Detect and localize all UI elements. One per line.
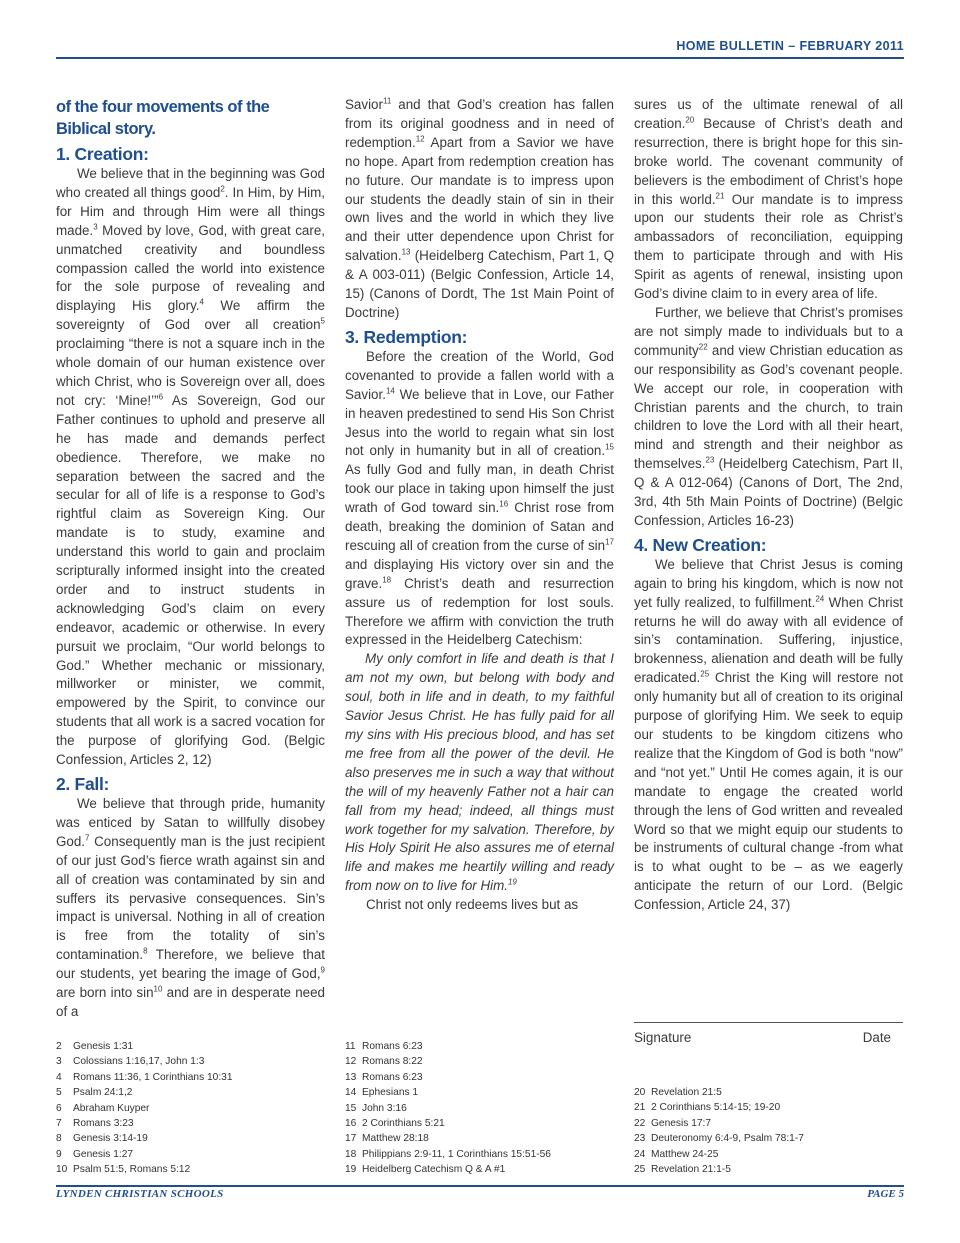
column-3 xyxy=(634,96,903,915)
header-rule xyxy=(56,57,904,59)
footnotes-1 xyxy=(56,1039,326,1178)
footnote: 20 Revelation 21:5 xyxy=(634,1087,722,1098)
heading-creation: 1. Creation: xyxy=(56,144,149,164)
footnote: 10 Psalm 51:5, Romans 5:12 xyxy=(56,1164,191,1176)
paragraph-savior: Savior$^{11}$ and that God’s creation has fallen from its original goodness and in need of redemption.$^{12}$ Apart from a Savior we have no hope. Apart from redemption creation has no future. Our mandate is to impress upon our students the deadly stain of sin in their own lives and the world in which they live and their utter dependence upon Christ for salvation.$^{13}$ (Heidelberg Catechism, Part 1, Q & A 003-011) (Belgic Confession, Article 14, 15) (Canons of Dordt, The 1st Main Point of Doctrine) xyxy=(345,96,614,320)
footnote: 23 Deuteronomy 6:4-9, Psalm 78:1-7 xyxy=(634,1133,804,1145)
footnotes-2 xyxy=(345,1039,615,1178)
footnote: 25 Revelation 21:1-5 xyxy=(634,1164,731,1176)
footnote: 4 Romans 11:36, 1 Corinthians 10:31 xyxy=(56,1071,233,1083)
page-number: PAGE 5 xyxy=(867,1188,904,1200)
footnote: 24 Matthew 24-25 xyxy=(634,1148,719,1160)
footnote: 13 Romans 6:23 xyxy=(345,1071,423,1083)
paragraph-renewal: sures us of the ultimate renewal of all creation.$^{20}$ Because of Christ’s death and resurrection, there is bright hope for this sin-broke world. The covenant community of believers is the embodiment of Christ’s hope in this world.$^{21}$ Our mandate is to impress upon our students their role as Christ’s ambassadors of reconciliation, equipping them to participate through and with His Spirit as agents of renewal, insisting upon God’s divine claim to in every area of life. xyxy=(634,97,904,302)
footnote: 12 Romans 8:22 xyxy=(345,1056,423,1068)
heading-fall: 2. Fall: xyxy=(56,774,110,794)
paragraph-new-creation: We believe that Christ Jesus is coming again to bring his kingdom, which is now not yet fully realized, to fulfillment.$^{24}$ When Christ returns he will do away with all evidence of sin’s contamination. Suffering, injustice, brokenness, alienation and death will be fully eradicated.$^{25}$ Christ the King will restore not only humanity but all of creation to its original purpose of glorifying Him. We seek to equip our students to be kingdom citizens who realize that the Kingdom of God is both “now” and “not yet.” Until He comes again, it is our mandate to engage the created world through the lens of God written and revealed Word so that we might equip our students to be instruments of cultural change -from what is to what ought to be – as we eagerly anticipate the return of our Lord. (Belgic Confession, Article 24, 37) xyxy=(634,556,903,913)
footnote: 9 Genesis 1:27 xyxy=(56,1148,134,1160)
signature-block xyxy=(634,1022,903,1045)
paragraph-creation: We believe that in the beginning was God who created all things good$^2$. In Him, by Him, for Him and through Him were all things made.$^3$ Moved by love, God, with great care, unmatched creativity and boundless compassion called the world into existence for the sole purpose of revealing and displaying His glory.$^4$ We affirm the sovereignty of God over all creation$^5$ proclaiming “there is not a square inch in the whole domain of our human existence over which Christ, who is Sovereign over all, does not cry: ‘Mine!’”$^6$ As Sovereign, God our Father continues to uphold and preserve all he has made and demands perfect obedience. Therefore, we make no separation between the sacred and the secular for all of life is a response to God’s rightful claim as Sovereign King. Our mandate is to study, examine and understand this world to gain and proclaim scripturally informed insight into the created order and to instruct students in acknowledging God’s claim on every endeavor, academic or otherwise. In every pursuit we proclaim, “Our world belongs to God.” Whether mechanic or missionary, millworker or minister, we commit, empowered by the Spirit, to convince our students that all work is a sacred vocation for the purpose of glorifying God. (Belgic Confession, Articles 2, 12) xyxy=(56,166,326,768)
footnote: 3 Colossians 1:16,17, John 1:3 xyxy=(56,1056,205,1068)
footnote: 11 Romans 6:23 xyxy=(345,1041,423,1052)
footer-rule xyxy=(56,1185,904,1187)
signature-line[interactable] xyxy=(634,1022,903,1023)
lead-heading: of the four movements of the Biblical story. xyxy=(56,98,270,138)
paragraph-fall: We believe that through pride, humanity was enticed by Satan to willfully disobey God.$^7$ Consequently man is the just recipient of our just God’s fierce wrath against sin and all of creation was contaminated by sin and suffers its pervasive consequences. Sin’s impact is universal. Nothing in all of creation is free from the totality of sin’s contamination.$^8$ Therefore, we believe that our students, yet bearing the image of God,$^9$ are born into $\sin^{10}$ and are in desperate need of a xyxy=(56,796,325,1019)
column-2 xyxy=(345,96,614,915)
footnote: 7 Romans 3:23 xyxy=(56,1118,134,1130)
footnote: 22 Genesis 17:7 xyxy=(634,1117,712,1129)
date-label: Date xyxy=(862,1030,891,1045)
paragraph-redeems: Christ not only redeems lives but as xyxy=(366,897,579,913)
footnote: 8 Genesis 3:14-19 xyxy=(56,1133,148,1145)
footnote: 2 Genesis 1:31 xyxy=(56,1041,134,1052)
footnote: 19 Heidelberg Catechism Q & A #1 xyxy=(345,1164,506,1176)
footnote: 15 John 3:16 xyxy=(345,1102,407,1114)
paragraph-community: Further, we believe that Christ’s promises are not simply made to individuals but to a community$^{22}$ and view Christian education as our responsibility as God’s covenant people. We accept our role, in cooperation with Christian parents and the church, to train children to love the Lord with all their heart, mind and strength and their neighbor as themselves.$^{23}$ (Heidelberg Catechism, Part II, Q & A 012-064) (Canons of Dort, The 2nd, 3rd, 4th 5th Main Points of Doctrine) (Belgic Confession, Articles 16-23) xyxy=(634,304,903,528)
footer-school-name: LYNDEN CHRISTIAN SCHOOLS xyxy=(56,1188,224,1200)
footnote: 6 Abraham Kuyper xyxy=(56,1102,150,1114)
footnote: 21 2 Corinthians 5:14-15; 19-20 xyxy=(634,1102,781,1114)
footnote: 5 Psalm 24:1,2 xyxy=(56,1087,133,1099)
footnote: 17 Matthew 28:18 xyxy=(345,1133,429,1145)
paragraph-redemption: Before the creation of the World, God covenanted to provide a fallen world with a Savior.$^{14}$ We believe that in Love, our Father in heaven predestined to send His Son Christ Jesus into the world to regain what sin lost not only in humanity but in all of creation.$^{15}$ As fully God and fully man, in death Christ took our place in taking upon himself the just wrath of God toward sin.$^{16}$ Christ rose from death, breaking the dominion of Satan and rescuing all of creation from the curse of $\sin^{17}$ and displaying His victory over sin and the grave.$^{18}$ Christ’s death and resurrection assure us of redemption for lost souls. Therefore we affirm with conviction the truth expressed in the Heidelberg Catechism: xyxy=(345,348,614,648)
footnote: 16 2 Corinthians 5:21 xyxy=(345,1118,445,1130)
column-1 xyxy=(56,96,325,1022)
catechism-quote: My only comfort in life and death is that I am not my own, but belong with body and soul, both in life and in death, to my faithful Savior Jesus Christ. He has fully paid for all my sins with His precious blood, and has set me free from all the power of the devil. He also preserves me in such a way that without the will of my heavenly Father not a hair can fall from my head; indeed, all things must work together for my salvation. Therefore, by His Holy Spirit He also assures me of eternal life and makes me heartily willing and ready from now on to live for Him.$^{19}$ xyxy=(345,651,614,894)
footnote: 18 Philippians 2:9-11, 1 Corinthians 15:51-56 xyxy=(345,1148,551,1160)
header-title: HOME BULLETIN – FEBRUARY 2011 xyxy=(676,39,904,53)
footnotes-3 xyxy=(634,1085,904,1177)
signature-label: Signature xyxy=(634,1030,692,1045)
heading-redemption: 3. Redemption: xyxy=(345,326,468,347)
heading-new-creation: 4. New Creation: xyxy=(634,534,767,555)
footnote: 14 Ephesians 1 xyxy=(345,1087,419,1099)
